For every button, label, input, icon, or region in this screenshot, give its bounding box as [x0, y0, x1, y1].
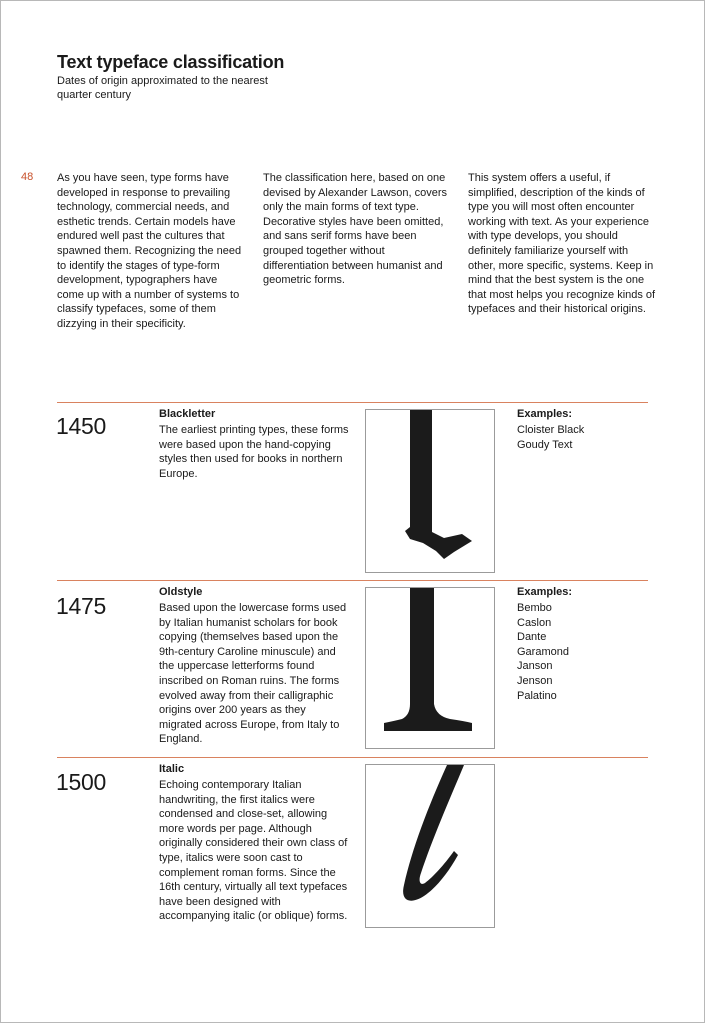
example-item: Bembo [517, 602, 552, 614]
page-title: Text typeface classification [57, 52, 285, 72]
page-subtitle: Dates of origin approximated to the nearest quarter century [57, 75, 268, 101]
examples-heading: Examples: [517, 408, 573, 420]
entry-name: Italic [159, 763, 185, 775]
examples-heading: Examples: [517, 586, 573, 598]
entry-description: Based upon the lowercase forms used by Italian humanist scholars for book copying (themselves based upon the 9th-century Caroline minuscule) and the uppercase letterforms found inscribed on Roman ruins. The forms evolved away from their calligraphic origins over 200 years as they migrated across Europe, from Italy to England. [159, 602, 347, 746]
example-item: Dante [517, 631, 547, 644]
example-item: Palatino [517, 689, 557, 702]
example-item: Cloister Black [517, 424, 585, 436]
glyph-sample-box [365, 587, 495, 749]
section-rule [57, 757, 648, 758]
glyph-sample-box [365, 409, 495, 573]
entry-year: 1475 [56, 593, 106, 619]
example-item: Janson [517, 660, 553, 673]
entry-year: 1450 [56, 413, 106, 439]
examples-list [517, 601, 569, 703]
entry-name: Oldstyle [159, 586, 203, 598]
entry-description: The earliest printing types, these forms were based upon the hand-copying styles then used for books in northern Europe. [159, 424, 349, 480]
intro-column-3: This system offers a useful, if simplified, description of the kinds of type you will most often encounter working with text. As your experience with type develops, you should definitely familiarize yourself with other, more specific, systems. Keep in mind that the best system is the one that most helps you recognize kinds of typefaces and their historical origins. [468, 172, 656, 316]
examples-list [517, 423, 584, 452]
section-rule [57, 402, 648, 403]
example-item: Caslon [517, 616, 552, 629]
example-item: Goudy Text [517, 438, 573, 451]
example-item: Garamond [517, 645, 569, 658]
italic-l-glyph [366, 765, 494, 927]
intro-column-1: As you have seen, type forms have developed in response to prevailing technology, commercial needs, and esthetic trends. Certain models have endured well past the cultures that spawned them. Recognizing the need to identify the stages of type-form development, typographers have come up with a number of systems to classify typefaces, some of them dizzying in their specificity. [57, 172, 242, 330]
section-rule [57, 580, 648, 581]
oldstyle-l-stem-glyph [366, 588, 494, 748]
entry-year: 1500 [56, 769, 106, 795]
intro-column-2: The classification here, based on one devised by Alexander Lawson, covers only the main forms of text type. Decorative styles have been omitted, and sans serif forms have been grouped together without differentiation between humanist and geometric forms. [263, 172, 448, 287]
page-number: 48 [21, 171, 34, 183]
blackletter-l-stem-glyph [366, 410, 494, 572]
example-item: Jenson [517, 674, 553, 687]
entry-name: Blackletter [159, 408, 216, 420]
entry-description: Echoing contemporary Italian handwriting, the first italics were condensed and close-set, allowing more words per page. Although originally considered their own class of type, italics were soon cast to complement roman forms. Since the 16th century, virtually all text typefaces have been designed with accompanying italic (or oblique) forms. [159, 779, 348, 923]
glyph-sample-box [365, 764, 495, 928]
